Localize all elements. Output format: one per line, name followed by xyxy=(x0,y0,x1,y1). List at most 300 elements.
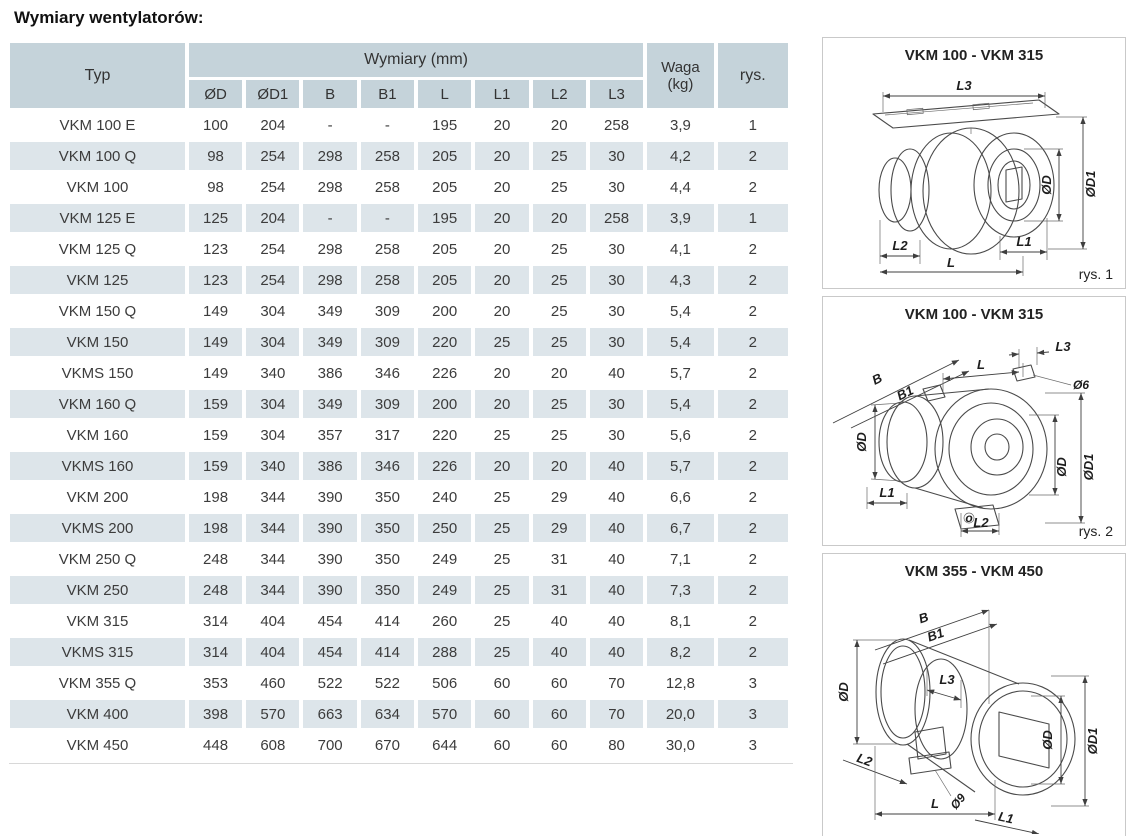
value-cell: 7,1 xyxy=(647,545,713,573)
value-cell: 288 xyxy=(418,638,471,666)
value-cell: 25 xyxy=(475,638,528,666)
value-cell: 460 xyxy=(246,669,299,697)
table-row xyxy=(10,111,788,139)
value-cell: 349 xyxy=(303,297,356,325)
value-cell: 220 xyxy=(418,421,471,449)
type-cell: VKM 100 Q xyxy=(10,142,185,170)
table-row xyxy=(10,390,788,418)
value-cell: 3,9 xyxy=(647,204,713,232)
value-cell: 390 xyxy=(303,545,356,573)
dim-label-od-right: ØD xyxy=(1054,457,1069,477)
value-cell: 159 xyxy=(189,452,242,480)
value-cell: 1 xyxy=(718,204,788,232)
junction-box-label: o xyxy=(965,511,973,525)
value-cell: 98 xyxy=(189,142,242,170)
column-header-l1: L1 xyxy=(475,80,528,108)
dimensions-table-body xyxy=(10,111,788,759)
value-cell: 40 xyxy=(533,638,586,666)
dim-label-l1: L1 xyxy=(1016,234,1032,249)
value-cell: 25 xyxy=(475,576,528,604)
value-cell: 12,8 xyxy=(647,669,713,697)
value-cell: 340 xyxy=(246,452,299,480)
value-cell: 25 xyxy=(533,297,586,325)
value-cell: 200 xyxy=(418,390,471,418)
value-cell: 20 xyxy=(475,266,528,294)
type-cell: VKMS 315 xyxy=(10,638,185,666)
figure-panel-rys3 xyxy=(822,553,1126,836)
value-cell: 608 xyxy=(246,731,299,759)
dim-label-l: L xyxy=(977,357,985,372)
type-cell: VKM 200 xyxy=(10,483,185,511)
value-cell: 2 xyxy=(718,607,788,635)
value-cell: 100 xyxy=(189,111,242,139)
value-cell: 29 xyxy=(533,514,586,542)
type-cell: VKM 250 xyxy=(10,576,185,604)
table-row xyxy=(10,204,788,232)
value-cell: 40 xyxy=(590,452,643,480)
value-cell: 260 xyxy=(418,607,471,635)
value-cell: 25 xyxy=(475,421,528,449)
value-cell: 2 xyxy=(718,142,788,170)
value-cell: 248 xyxy=(189,545,242,573)
value-cell: 254 xyxy=(246,235,299,263)
type-cell: VKM 400 xyxy=(10,700,185,728)
type-cell: VKM 250 Q xyxy=(10,545,185,573)
value-cell: 298 xyxy=(303,142,356,170)
value-cell: 2 xyxy=(718,235,788,263)
value-cell: 254 xyxy=(246,173,299,201)
value-cell: 25 xyxy=(475,514,528,542)
value-cell: 30 xyxy=(590,328,643,356)
table-row xyxy=(10,359,788,387)
value-cell: 5,7 xyxy=(647,452,713,480)
value-cell: 2 xyxy=(718,266,788,294)
column-header-od: ØD xyxy=(189,80,242,108)
value-cell: 663 xyxy=(303,700,356,728)
figure-panel-rys1 xyxy=(822,37,1126,289)
value-cell: 25 xyxy=(533,421,586,449)
table-row xyxy=(10,266,788,294)
type-cell: VKM 125 Q xyxy=(10,235,185,263)
value-cell: 344 xyxy=(246,576,299,604)
dim-label-l: L xyxy=(947,255,955,270)
value-cell: 349 xyxy=(303,328,356,356)
value-cell: 40 xyxy=(533,607,586,635)
type-cell: VKMS 160 xyxy=(10,452,185,480)
value-cell: 198 xyxy=(189,483,242,511)
type-cell: VKM 150 Q xyxy=(10,297,185,325)
value-cell: 204 xyxy=(246,204,299,232)
value-cell: 195 xyxy=(418,111,471,139)
value-cell: 25 xyxy=(533,142,586,170)
value-cell: 20,0 xyxy=(647,700,713,728)
value-cell: 4,3 xyxy=(647,266,713,294)
value-cell: 40 xyxy=(590,576,643,604)
value-cell: 309 xyxy=(361,297,414,325)
dim-label-b: B xyxy=(869,370,885,388)
value-cell: 60 xyxy=(533,669,586,697)
value-cell: 200 xyxy=(418,297,471,325)
type-cell: VKMS 200 xyxy=(10,514,185,542)
value-cell: 226 xyxy=(418,452,471,480)
dim-label-od1: ØD1 xyxy=(1081,453,1096,481)
value-cell: 250 xyxy=(418,514,471,542)
value-cell: 4,1 xyxy=(647,235,713,263)
value-cell: 8,2 xyxy=(647,638,713,666)
value-cell: 304 xyxy=(246,421,299,449)
table-row xyxy=(10,638,788,666)
value-cell: 258 xyxy=(361,266,414,294)
value-cell: 220 xyxy=(418,328,471,356)
value-cell: 350 xyxy=(361,545,414,573)
fan-diagram-rys3 xyxy=(823,584,1125,834)
value-cell: 149 xyxy=(189,297,242,325)
dim-label-od-left: ØD xyxy=(854,432,869,452)
value-cell: 258 xyxy=(590,111,643,139)
value-cell: 353 xyxy=(189,669,242,697)
dimensions-table-wrap xyxy=(6,40,796,764)
value-cell: 30 xyxy=(590,235,643,263)
value-cell: 60 xyxy=(533,700,586,728)
value-cell: 149 xyxy=(189,328,242,356)
value-cell: 2 xyxy=(718,576,788,604)
value-cell: 404 xyxy=(246,607,299,635)
value-cell: 30 xyxy=(590,390,643,418)
value-cell: 30 xyxy=(590,421,643,449)
value-cell: 159 xyxy=(189,421,242,449)
value-cell: 340 xyxy=(246,359,299,387)
value-cell: 8,1 xyxy=(647,607,713,635)
column-header-typ: Typ xyxy=(10,43,185,108)
value-cell: 2 xyxy=(718,297,788,325)
value-cell: 357 xyxy=(303,421,356,449)
value-cell: 317 xyxy=(361,421,414,449)
type-cell: VKM 125 xyxy=(10,266,185,294)
value-cell: 20 xyxy=(475,173,528,201)
value-cell: 644 xyxy=(418,731,471,759)
value-cell: - xyxy=(361,204,414,232)
value-cell: 30 xyxy=(590,173,643,201)
value-cell: 398 xyxy=(189,700,242,728)
value-cell: 454 xyxy=(303,638,356,666)
type-cell: VKM 450 xyxy=(10,731,185,759)
value-cell: 204 xyxy=(246,111,299,139)
value-cell: 40 xyxy=(590,514,643,542)
value-cell: 3 xyxy=(718,731,788,759)
value-cell: - xyxy=(303,204,356,232)
value-cell: 98 xyxy=(189,173,242,201)
value-cell: 5,6 xyxy=(647,421,713,449)
value-cell: 125 xyxy=(189,204,242,232)
value-cell: 2 xyxy=(718,173,788,201)
value-cell: 149 xyxy=(189,359,242,387)
value-cell: 350 xyxy=(361,483,414,511)
value-cell: 314 xyxy=(189,607,242,635)
value-cell: 3 xyxy=(718,700,788,728)
value-cell: 205 xyxy=(418,266,471,294)
value-cell: 350 xyxy=(361,576,414,604)
value-cell: 60 xyxy=(533,731,586,759)
value-cell: 25 xyxy=(533,390,586,418)
dim-label-o9: Ø9 xyxy=(947,790,969,813)
value-cell: 304 xyxy=(246,328,299,356)
type-cell: VKM 160 Q xyxy=(10,390,185,418)
table-row xyxy=(10,235,788,263)
figure1-caption: rys. 1 xyxy=(1078,266,1113,282)
value-cell: 346 xyxy=(361,359,414,387)
table-row xyxy=(10,731,788,759)
value-cell: 2 xyxy=(718,545,788,573)
value-cell: 670 xyxy=(361,731,414,759)
value-cell: 2 xyxy=(718,328,788,356)
value-cell: 29 xyxy=(533,483,586,511)
column-header-wymiary-group: Wymiary (mm) xyxy=(189,43,643,77)
value-cell: 40 xyxy=(590,545,643,573)
value-cell: 20 xyxy=(475,111,528,139)
column-header-od1: ØD1 xyxy=(246,80,299,108)
value-cell: 522 xyxy=(303,669,356,697)
value-cell: 258 xyxy=(361,142,414,170)
value-cell: 20 xyxy=(475,390,528,418)
dim-label-o6: Ø6 xyxy=(1072,378,1090,392)
value-cell: 7,3 xyxy=(647,576,713,604)
value-cell: 304 xyxy=(246,390,299,418)
value-cell: 2 xyxy=(718,514,788,542)
dim-label-l2: L2 xyxy=(854,750,875,770)
column-header-b1: B1 xyxy=(361,80,414,108)
value-cell: 700 xyxy=(303,731,356,759)
value-cell: 25 xyxy=(533,235,586,263)
dim-label-b: B xyxy=(916,609,931,627)
value-cell: 70 xyxy=(590,700,643,728)
value-cell: 240 xyxy=(418,483,471,511)
value-cell: 20 xyxy=(475,142,528,170)
dim-label-od1: ØD1 xyxy=(1085,727,1100,755)
value-cell: 570 xyxy=(246,700,299,728)
value-cell: 60 xyxy=(475,731,528,759)
value-cell: 20 xyxy=(475,452,528,480)
value-cell: 344 xyxy=(246,483,299,511)
table-row xyxy=(10,173,788,201)
value-cell: 25 xyxy=(475,607,528,635)
value-cell: 205 xyxy=(418,173,471,201)
value-cell: 30 xyxy=(590,142,643,170)
table-row xyxy=(10,607,788,635)
value-cell: 570 xyxy=(418,700,471,728)
table-row xyxy=(10,142,788,170)
table-row xyxy=(10,576,788,604)
column-header-l2: L2 xyxy=(533,80,586,108)
value-cell: 3,9 xyxy=(647,111,713,139)
value-cell: 414 xyxy=(361,638,414,666)
value-cell: 30,0 xyxy=(647,731,713,759)
value-cell: 20 xyxy=(533,359,586,387)
value-cell: 31 xyxy=(533,576,586,604)
value-cell: 298 xyxy=(303,173,356,201)
value-cell: 258 xyxy=(590,204,643,232)
value-cell: 25 xyxy=(475,545,528,573)
value-cell: 159 xyxy=(189,390,242,418)
column-header-rys: rys. xyxy=(718,43,788,108)
dim-label-l: L xyxy=(931,796,939,811)
value-cell: 2 xyxy=(718,359,788,387)
column-header-waga xyxy=(647,43,713,108)
value-cell: 5,4 xyxy=(647,390,713,418)
table-bottom-rule xyxy=(9,763,793,764)
value-cell: 386 xyxy=(303,452,356,480)
value-cell: 226 xyxy=(418,359,471,387)
table-row xyxy=(10,421,788,449)
value-cell: 80 xyxy=(590,731,643,759)
value-cell: 40 xyxy=(590,607,643,635)
value-cell: 6,7 xyxy=(647,514,713,542)
column-header-b: B xyxy=(303,80,356,108)
value-cell: 20 xyxy=(475,297,528,325)
figure2-title: VKM 100 - VKM 315 xyxy=(904,306,1044,323)
fan-diagram-rys1 xyxy=(823,68,1125,280)
type-cell: VKM 315 xyxy=(10,607,185,635)
value-cell: 4,4 xyxy=(647,173,713,201)
value-cell: 25 xyxy=(533,173,586,201)
page-title: Wymiary wentylatorów: xyxy=(14,8,204,27)
value-cell: 20 xyxy=(475,359,528,387)
value-cell: 60 xyxy=(475,700,528,728)
value-cell: 2 xyxy=(718,638,788,666)
value-cell: 4,2 xyxy=(647,142,713,170)
dim-label-l1: L1 xyxy=(996,808,1015,827)
value-cell: 31 xyxy=(533,545,586,573)
value-cell: 346 xyxy=(361,452,414,480)
figure-panel-rys2 xyxy=(822,296,1126,546)
value-cell: 20 xyxy=(475,235,528,263)
value-cell: - xyxy=(303,111,356,139)
value-cell: 390 xyxy=(303,483,356,511)
dim-label-l1: L1 xyxy=(879,485,895,500)
value-cell: 20 xyxy=(475,204,528,232)
dimensions-table xyxy=(6,40,792,762)
value-cell: 522 xyxy=(361,669,414,697)
value-cell: 123 xyxy=(189,266,242,294)
value-cell: 195 xyxy=(418,204,471,232)
table-row xyxy=(10,328,788,356)
value-cell: 5,4 xyxy=(647,328,713,356)
value-cell: 5,7 xyxy=(647,359,713,387)
value-cell: 454 xyxy=(303,607,356,635)
value-cell: 249 xyxy=(418,576,471,604)
value-cell: 258 xyxy=(361,173,414,201)
value-cell: 390 xyxy=(303,514,356,542)
value-cell: 6,6 xyxy=(647,483,713,511)
table-row xyxy=(10,514,788,542)
value-cell: 25 xyxy=(533,328,586,356)
table-row xyxy=(10,545,788,573)
value-cell: 20 xyxy=(533,452,586,480)
value-cell: 25 xyxy=(533,266,586,294)
value-cell: 30 xyxy=(590,266,643,294)
value-cell: 404 xyxy=(246,638,299,666)
value-cell: 634 xyxy=(361,700,414,728)
value-cell: 309 xyxy=(361,390,414,418)
value-cell: 386 xyxy=(303,359,356,387)
dim-label-od-left: ØD xyxy=(836,682,851,702)
value-cell: 198 xyxy=(189,514,242,542)
value-cell: 30 xyxy=(590,297,643,325)
value-cell: 123 xyxy=(189,235,242,263)
value-cell: 3 xyxy=(718,669,788,697)
value-cell: 40 xyxy=(590,638,643,666)
value-cell: 5,4 xyxy=(647,297,713,325)
value-cell: 60 xyxy=(475,669,528,697)
type-cell: VKM 160 xyxy=(10,421,185,449)
figure3-title: VKM 355 - VKM 450 xyxy=(904,563,1044,580)
dim-label-od: ØD xyxy=(1039,175,1054,195)
value-cell: 2 xyxy=(718,483,788,511)
dim-label-b1: B1 xyxy=(894,382,916,404)
value-cell: 414 xyxy=(361,607,414,635)
value-cell: 20 xyxy=(533,111,586,139)
dim-label-l2: L2 xyxy=(973,515,989,530)
value-cell: 20 xyxy=(533,204,586,232)
value-cell: 248 xyxy=(189,576,242,604)
dim-label-od-right: ØD xyxy=(1040,730,1055,750)
value-cell: 25 xyxy=(475,328,528,356)
table-row xyxy=(10,700,788,728)
value-cell: 344 xyxy=(246,514,299,542)
dim-label-b1: B1 xyxy=(925,624,946,645)
value-cell: 2 xyxy=(718,452,788,480)
value-cell: 349 xyxy=(303,390,356,418)
value-cell: 40 xyxy=(590,483,643,511)
type-cell: VKMS 150 xyxy=(10,359,185,387)
dim-label-l2: L2 xyxy=(892,238,908,253)
value-cell: 254 xyxy=(246,266,299,294)
waga-line2: (kg) xyxy=(667,75,694,93)
type-cell: VKM 100 E xyxy=(10,111,185,139)
value-cell: 298 xyxy=(303,235,356,263)
type-cell: VKM 150 xyxy=(10,328,185,356)
value-cell: 448 xyxy=(189,731,242,759)
table-header xyxy=(10,43,788,108)
value-cell: 249 xyxy=(418,545,471,573)
table-row xyxy=(10,297,788,325)
value-cell: 205 xyxy=(418,235,471,263)
value-cell: 309 xyxy=(361,328,414,356)
value-cell: 205 xyxy=(418,142,471,170)
value-cell: 1 xyxy=(718,111,788,139)
dim-label-l3: L3 xyxy=(1055,339,1071,354)
dim-label-od1: ØD1 xyxy=(1083,170,1098,198)
table-row xyxy=(10,452,788,480)
waga-line1: Waga xyxy=(661,58,700,76)
column-header-l3: L3 xyxy=(590,80,643,108)
type-cell: VKM 355 Q xyxy=(10,669,185,697)
value-cell: 390 xyxy=(303,576,356,604)
value-cell: 254 xyxy=(246,142,299,170)
value-cell: 350 xyxy=(361,514,414,542)
value-cell: 2 xyxy=(718,421,788,449)
value-cell: 506 xyxy=(418,669,471,697)
type-cell: VKM 100 xyxy=(10,173,185,201)
fan-diagram-rys2 xyxy=(823,327,1125,537)
type-cell: VKM 125 E xyxy=(10,204,185,232)
value-cell: 70 xyxy=(590,669,643,697)
column-header-l: L xyxy=(418,80,471,108)
value-cell: 314 xyxy=(189,638,242,666)
value-cell: 25 xyxy=(475,483,528,511)
dim-label-l3: L3 xyxy=(956,78,972,93)
figure2-caption: rys. 2 xyxy=(1078,523,1113,539)
value-cell: 40 xyxy=(590,359,643,387)
